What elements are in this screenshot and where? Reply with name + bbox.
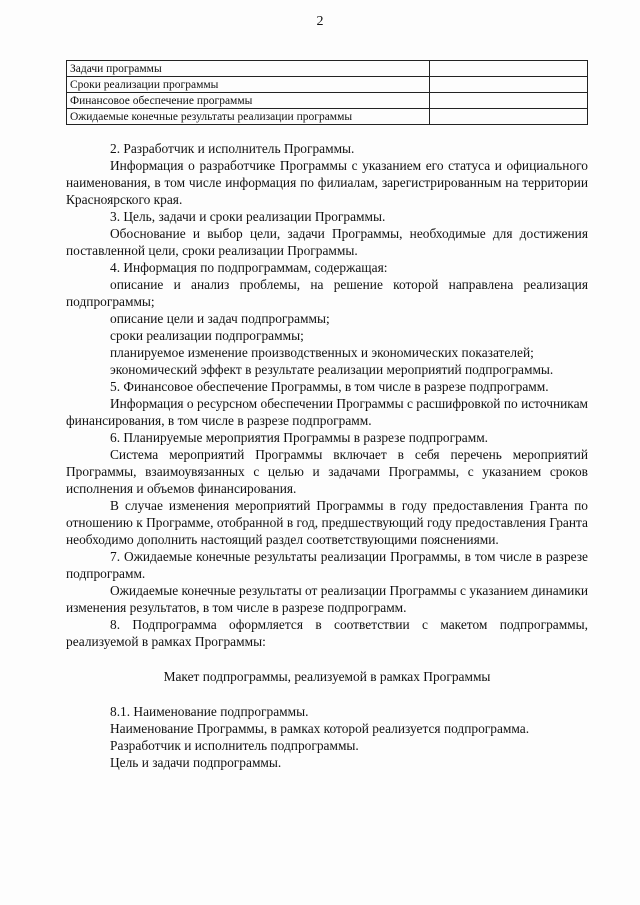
paragraph: планируемое изменение производственных и экономических показателей;: [110, 345, 534, 360]
paragraph: сроки реализации подпрограммы;: [110, 328, 304, 343]
paragraph: описание и анализ проблемы, на решение которой направлена реализация подпрограммы;: [66, 277, 588, 309]
table-row: [67, 93, 588, 109]
paragraph: 6. Планируемые мероприятия Программы в разрезе подпрограмм.: [110, 430, 489, 445]
paragraph: Цель и задачи подпрограммы.: [110, 755, 282, 770]
paragraph: 4. Информация по подпрограммам, содержащая:: [110, 260, 388, 275]
table-row: [67, 109, 588, 125]
section-heading: Макет подпрограммы, реализуемой в рамках Программы: [163, 669, 491, 684]
table-cell-value: [430, 61, 588, 77]
table-cell-label: Сроки реализации программы: [67, 77, 430, 93]
paragraph: Обоснование и выбор цели, задачи Программы, необходимые для достижения поставленной цели, сроки реализации Программы.: [66, 226, 588, 258]
paragraph: Разработчик и исполнитель подпрограммы.: [110, 738, 359, 753]
paragraph: 8.1. Наименование подпрограммы.: [110, 704, 309, 719]
paragraph: В случае изменения мероприятий Программы в году предоставления Гранта по отношению к Программе, отобранной в год, предшествующий году предоставления Гранта необходимо дополнить настоящий раздел соответствующими пояснениями.: [66, 498, 588, 547]
table-cell-label: Задачи программы: [67, 61, 430, 77]
paragraph: 3. Цель, задачи и сроки реализации Программы.: [110, 209, 386, 224]
table-cell-label: Ожидаемые конечные результаты реализации программы: [67, 109, 430, 125]
paragraph: Наименование Программы, в рамках которой реализуется подпрограмма.: [110, 721, 530, 736]
table-cell-value: [430, 109, 588, 125]
paragraph: Информация о ресурсном обеспечении Программы с расшифровкой по источникам финансирования, в том числе в разрезе подпрограмм.: [66, 396, 588, 428]
paragraph: экономический эффект в результате реализации мероприятий подпрограммы.: [110, 362, 554, 377]
table-row: [67, 77, 588, 93]
table-cell-value: [430, 93, 588, 109]
page-number: 2: [316, 14, 324, 29]
table-cell-value: [430, 77, 588, 93]
paragraph: 2. Разработчик и исполнитель Программы.: [110, 141, 355, 156]
table-cell-label: Финансовое обеспечение программы: [67, 93, 430, 109]
paragraph: 7. Ожидаемые конечные результаты реализации Программы, в том числе в разрезе подпрограмм.: [66, 549, 588, 581]
paragraph: 5. Финансовое обеспечение Программы, в том числе в разрезе подпрограмм.: [110, 379, 549, 394]
paragraph: 8. Подпрограмма оформляется в соответствии с макетом подпрограммы, реализуемой в рамках Программы:: [66, 617, 588, 649]
program-passport-table: [66, 60, 588, 125]
paragraph: Ожидаемые конечные результаты от реализации Программы с указанием динамики изменения результатов, в том числе в разрезе подпрограмм.: [66, 583, 588, 615]
paragraph: Информация о разработчике Программы с указанием его статуса и официального наименования, в том числе информация по филиалам, зарегистрированным на территории Красноярского края.: [66, 158, 588, 207]
paragraph: Система мероприятий Программы включает в себя перечень мероприятий Программы, взаимоувязанных с целью и задачами Программы, с указанием сроков исполнения и объемов финансирования.: [66, 447, 588, 496]
paragraph: описание цели и задач подпрограммы;: [110, 311, 330, 326]
document-body: [66, 140, 588, 771]
table-row: [67, 61, 588, 77]
